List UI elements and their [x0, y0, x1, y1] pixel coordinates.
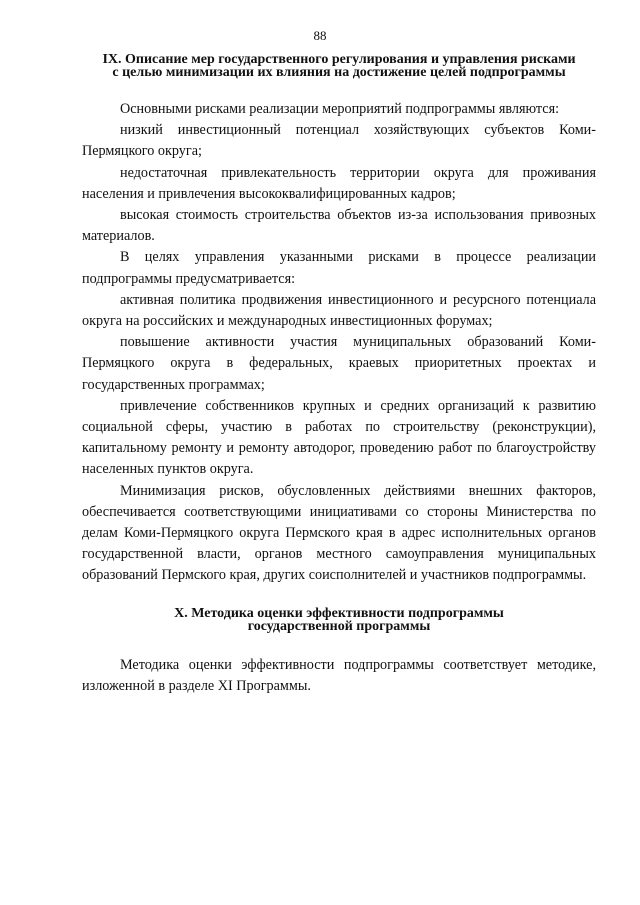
- section-10-heading: [82, 607, 596, 633]
- paragraph: активная политика продвижения инвестиционного и ресурсного потенциала округа на российских и международных инвестиционных форумах;: [82, 291, 596, 330]
- paragraph: высокая стоимость строительства объектов из-за использования привозных материалов.: [82, 207, 596, 245]
- paragraph: Основными рисками реализации мероприятий подпрограммы являются:: [120, 101, 560, 117]
- section-9-heading: [82, 53, 596, 79]
- section-10-heading-line: X. Методика оценки эффективности подпрограммы: [174, 605, 504, 621]
- page-content: [82, 53, 596, 697]
- section-10-heading-line: государственной программы: [247, 618, 431, 634]
- section-9-body: [82, 99, 596, 587]
- paragraph: недостаточная привлекательность территории округа для проживания населения и привлечения высококвалифицированных кадров;: [82, 164, 596, 202]
- page-number: 88: [313, 28, 327, 43]
- paragraph: В целях управления указанными рисками в процессе реализации подпрограммы предусматривается:: [82, 249, 596, 287]
- section-10-body: [82, 655, 596, 697]
- paragraph: Методика оценки эффективности подпрограммы соответствует методике, изложенной в разделе XI Программы.: [82, 656, 596, 694]
- section-9-heading-line: с целью минимизации их влияния на достижение целей подпрограммы: [112, 65, 566, 80]
- section-9-heading-line: IX. Описание мер государственного регулирования и управления рисками: [102, 52, 576, 67]
- paragraph: низкий инвестиционный потенциал хозяйствующих субъектов Коми-Пермяцкого округа;: [82, 122, 596, 160]
- paragraph: Минимизация рисков, обусловленных действиями внешних факторов, обеспечивается соответствующими инициативами со стороны Министерства по делам Коми-Пермяцкого округа Пермского края в адрес исполнительных органов государственной власти, органов местного самоуправления муниципальных образований Пермского края, других соисполнителей и участников подпрограммы.: [82, 482, 596, 584]
- paragraph: повышение активности участия муниципальных образований Коми-Пермяцкого округа в федеральных, краевых приоритетных проектах и государственных программах;: [82, 334, 596, 393]
- paragraph: привлечение собственников крупных и средних организаций к развитию социальной сферы, участию в работах по строительству (реконструкции), капитальному ремонту и ремонту автодорог, проведению работ по благоустройству населенных пунктов округа.: [82, 397, 596, 478]
